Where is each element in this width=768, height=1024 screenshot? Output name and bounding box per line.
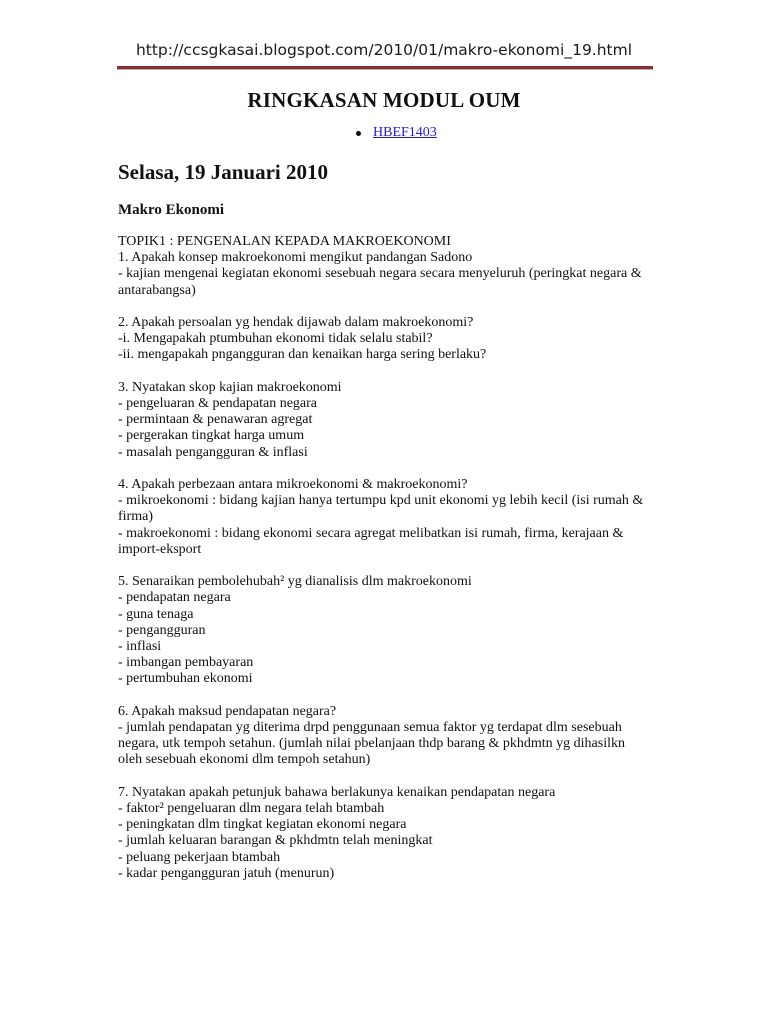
text-line: -ii. mengapakah pngangguran dan kenaikan harga sering berlaku? bbox=[118, 347, 487, 363]
text-line: - pendapatan negara bbox=[118, 590, 231, 606]
text-line: - imbangan pembayaran bbox=[118, 655, 254, 671]
text-line: - makroekonomi : bidang ekonomi secara agregat melibatkan isi rumah, firma, kerajaan & bbox=[118, 525, 624, 541]
post-date: Selasa, 19 Januari 2010 bbox=[118, 160, 329, 184]
bullet-icon bbox=[356, 131, 361, 136]
text-line: - peningkatan dlm tingkat kegiatan ekonomi negara bbox=[118, 817, 407, 833]
post-body bbox=[118, 234, 658, 898]
label-item bbox=[356, 125, 437, 141]
text-line: - peluang pekerjaan btambah bbox=[118, 849, 281, 865]
paragraph-block bbox=[118, 315, 658, 364]
text-line: antarabangsa) bbox=[118, 282, 196, 298]
label-list bbox=[356, 125, 437, 141]
paragraph-block bbox=[118, 704, 658, 769]
text-line: - pengeluaran & pendapatan negara bbox=[118, 396, 318, 411]
text-line: - kajian mengenai kegiatan ekonomi sesebuah negara secara menyeluruh (peringkat negara & bbox=[118, 266, 642, 282]
text-line: - pergerakan tingkat harga umum bbox=[118, 428, 305, 444]
paragraph-block bbox=[118, 477, 658, 558]
text-line: 3. Nyatakan skop kajian makroekonomi bbox=[118, 379, 342, 395]
header-divider-shadow bbox=[117, 69, 653, 70]
text-line: TOPIK1 : PENGENALAN KEPADA MAKROEKONOMI bbox=[118, 234, 451, 249]
post-title: Makro Ekonomi bbox=[118, 202, 224, 218]
paragraph-block bbox=[118, 785, 658, 882]
text-line: 6. Apakah maksud pendapatan negara? bbox=[118, 703, 337, 719]
text-line: 2. Apakah persoalan yg hendak dijawab dalam makroekonomi? bbox=[118, 315, 474, 330]
text-line: 5. Senaraikan pembolehubah² yg dianalisis dlm makroekonomi bbox=[118, 574, 472, 590]
text-line: 1. Apakah konsep makroekonomi mengikut pandangan Sadono bbox=[118, 250, 473, 266]
text-line: - permintaan & penawaran agregat bbox=[118, 412, 313, 428]
text-line: -i. Mengapakah ptumbuhan ekonomi tidak selalu stabil? bbox=[118, 331, 433, 347]
text-line: - kadar pengangguran jatuh (menurun) bbox=[118, 865, 335, 881]
text-line: - pengangguran bbox=[118, 622, 206, 638]
text-line: - faktor² pengeluaran dlm negara telah btambah bbox=[118, 801, 385, 817]
text-line: - jumlah keluaran barangan & pkhdmtn telah meningkat bbox=[118, 833, 433, 849]
text-line: - masalah pengangguran & inflasi bbox=[118, 444, 308, 460]
text-line: - guna tenaga bbox=[118, 606, 194, 622]
source-url: http://ccsgkasai.blogspot.com/2010/01/makro-ekonomi_19.html bbox=[135, 41, 633, 59]
text-line: negara, utk tempoh setahun. (jumlah nilai pbelanjaan thdp barang & pkhdmtn yg dihasilkn bbox=[118, 736, 625, 752]
text-line: oleh sesebuah ekonomi dlm tempoh setahun) bbox=[118, 752, 371, 768]
text-line: - jumlah pendapatan yg diterima drpd penggunaan semua faktor yg terdapat dlm sesebuah bbox=[118, 720, 622, 736]
text-line: 7. Nyatakan apakah petunjuk bahawa berlakunya kenaikan pendapatan negara bbox=[118, 784, 556, 800]
paragraph-block bbox=[118, 380, 658, 461]
text-line: - inflasi bbox=[118, 639, 162, 655]
text-line: import-eksport bbox=[118, 541, 202, 557]
paragraph-block bbox=[118, 234, 658, 299]
text-line: - mikroekonomi : bidang kajian hanya tertumpu kpd unit ekonomi yg lebih kecil (isi rumah & bbox=[118, 493, 644, 509]
text-line: - pertumbuhan ekonomi bbox=[118, 671, 253, 687]
paragraph-block bbox=[118, 574, 658, 687]
text-line: 4. Apakah perbezaan antara mikroekonomi & makroekonomi? bbox=[118, 477, 468, 492]
text-line: firma) bbox=[118, 509, 153, 525]
label-link-hbef1403[interactable]: HBEF1403 bbox=[373, 125, 437, 140]
site-title: RINGKASAN MODUL OUM bbox=[247, 88, 521, 112]
